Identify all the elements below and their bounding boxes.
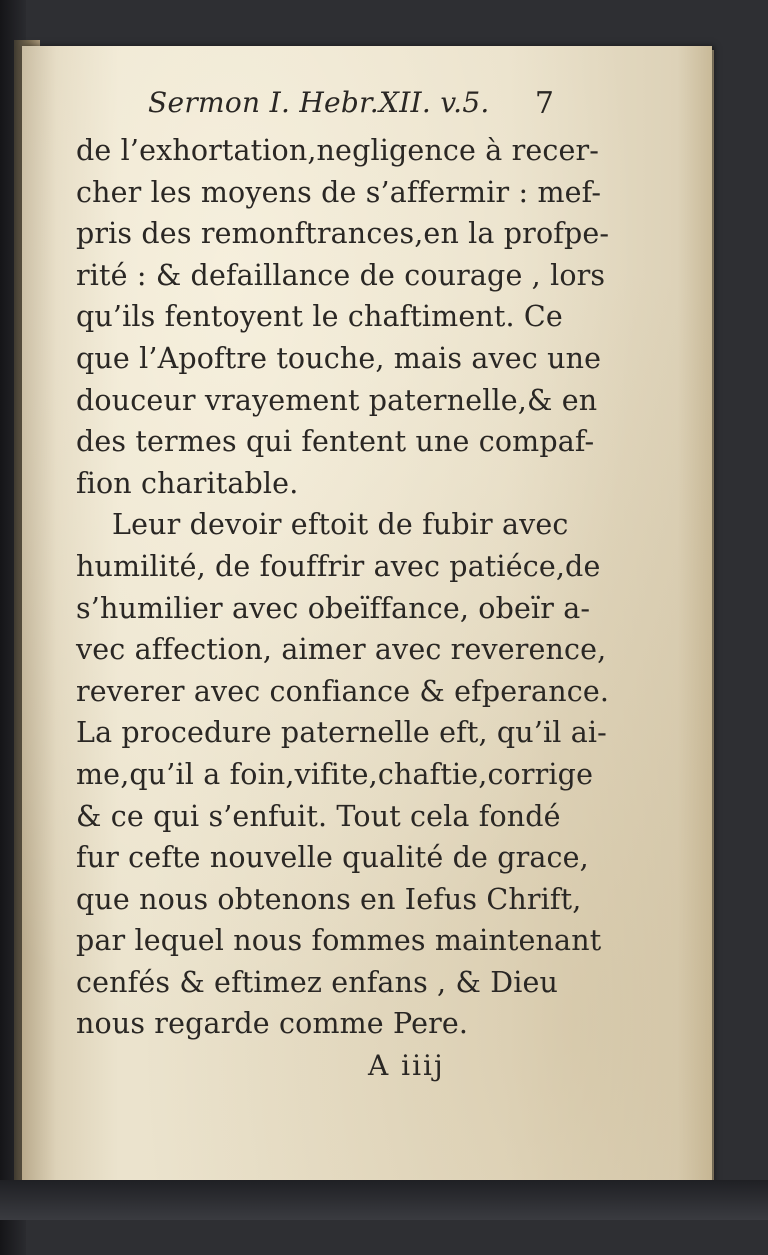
signature-mark: A iiij (368, 1049, 445, 1083)
running-head (76, 82, 560, 130)
text-line: nous regarde comme Pere. (76, 1007, 469, 1041)
text-line: qu’ils fentoyent le chaftiment. Ce (76, 300, 563, 334)
paragraph-start-line: Leur devoir eftoit de fubir avec (112, 508, 569, 542)
text-line: reverer avec confiance & efperance. (76, 674, 610, 708)
text-line: par lequel nous fommes maintenant (76, 924, 602, 958)
text-block (76, 82, 610, 1091)
text-line: de l’exhortation,negligence à recer- (76, 134, 600, 167)
text-line: fur cefte nouvelle qualité de grace, (76, 841, 589, 875)
text-line: que l’Apoftre touche, mais avec une (76, 341, 602, 375)
text-line: me,qu’il a foin,vifite,chaftie,corrige (76, 757, 594, 791)
text-line: des termes qui fentent une compaf- (76, 425, 595, 459)
signature-row (76, 1045, 560, 1091)
text-line: rité : & defaillance de courage , lors (76, 258, 606, 292)
text-line: humilité, de fouffrir avec patiéce,de (76, 549, 601, 583)
page-number: 7 (534, 86, 554, 121)
bottom-shadow (0, 1180, 768, 1220)
text-line: pris des remonftrances,en la profpe- (76, 217, 610, 251)
text-line: que nous obtenons en Iefus Chrift, (76, 882, 582, 916)
text-line: La procedure paternelle eft, qu’il ai- (76, 716, 607, 750)
text-line: vec affection, aimer avec reverence, (76, 633, 607, 667)
text-line: cenfés & eftimez enfans , & Dieu (76, 965, 558, 999)
running-title: Sermon I. Hebr.XII. v.5. (148, 86, 490, 119)
text-line: fion charitable. (76, 466, 299, 500)
text-line: douceur vrayement paternelle,& en (76, 383, 598, 417)
text-line: s’humilier avec obeïffance, obeïr a- (76, 591, 591, 625)
text-line: & ce qui s’enfuit. Tout cela fondé (76, 799, 561, 833)
text-line: cher les moyens de s’affermir : mef- (76, 175, 602, 209)
